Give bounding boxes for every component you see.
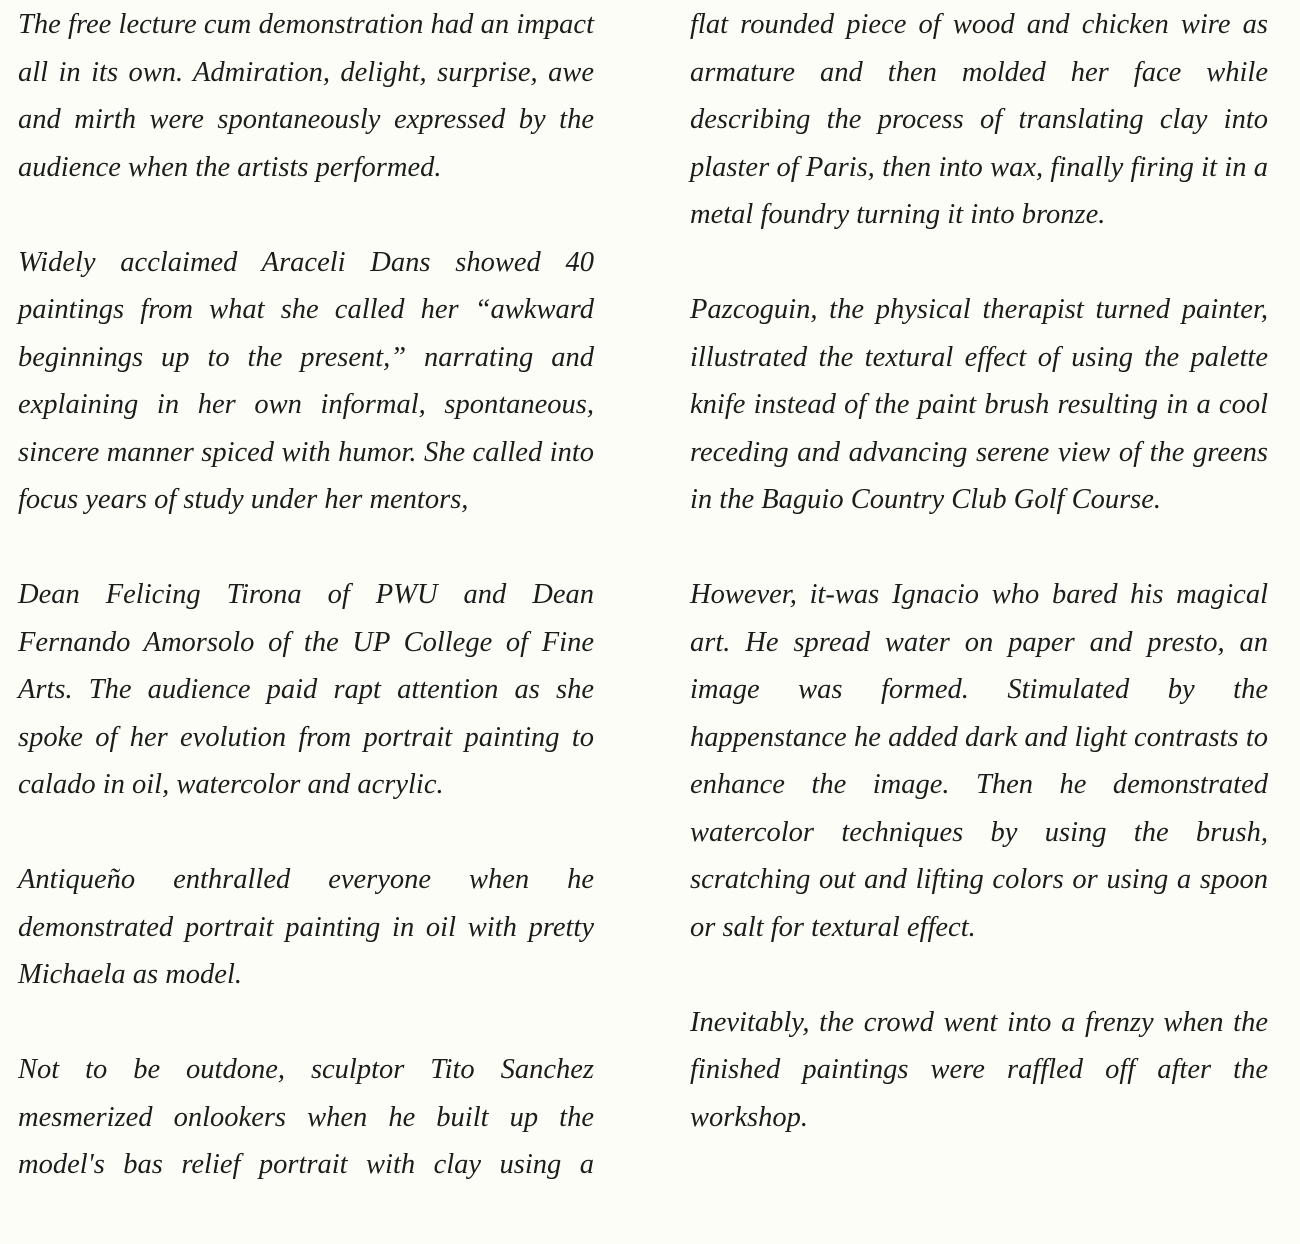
paragraph-raffle: Inevitably, the crowd went into a frenzy when the finished paintings were raffled off after the workshop.: [690, 1006, 1268, 1133]
paragraph-deans-mentors: Dean Felicing Tirona of PWU and Dean Fernando Amorsolo of the UP College of Fine Arts. The audience paid rapt attention as she spoke of her evolution from portrait painting to calado in oil, watercolor and acrylic.: [18, 579, 594, 800]
paragraph-araceli-dans: Widely acclaimed Araceli Dans showed 40 paintings from what she called her “awkward beginnings up to the present,” narrating and explaining in her own informal, spontaneous, sincere manner spiced with humor. She called into focus years of study under her mentors,: [18, 246, 594, 515]
paragraph-ignacio: However, it-was Ignacio who bared his magical art. He spread water on paper and presto, an image was formed. Stimulated by the happenstance he added dark and light contrasts to enhance the image. Then he demonstrated watercolor techniques by using the brush, scratching out and lifting colors or using a spoon or salt for textural effect.: [690, 579, 1268, 943]
left-column: [18, 1, 594, 1189]
paragraph-lecture-impact: The free lecture cum demonstration had an impact all in its own. Admiration, delight, surprise, awe and mirth were spontaneously expressed by the audience when the artists performed.: [18, 9, 594, 183]
paragraph-pazcoguin: Pazcoguin, the physical therapist turned painter, illustrated the textural effect of using the palette knife instead of the paint brush resulting in a cool receding and advancing serene view of the greens in the Baguio Country Club Golf Course.: [690, 294, 1268, 515]
paragraph-antiqueno: Antiqueño enthralled everyone when he demonstrated portrait painting in oil with pretty Michaela as model.: [18, 864, 594, 990]
paragraph-tito-sanchez: Not to be outdone, sculptor Tito Sanchez mesmerized onlookers when he built up the model's bas relief portrait with clay using a: [18, 1054, 594, 1180]
right-column: [690, 1, 1268, 1141]
paragraph-sculpture-process: flat rounded piece of wood and chicken wire as armature and then molded her face while describing the process of translating clay into plaster of Paris, then into wax, finally firing it in a metal foundry turning it into bronze.: [690, 9, 1268, 230]
